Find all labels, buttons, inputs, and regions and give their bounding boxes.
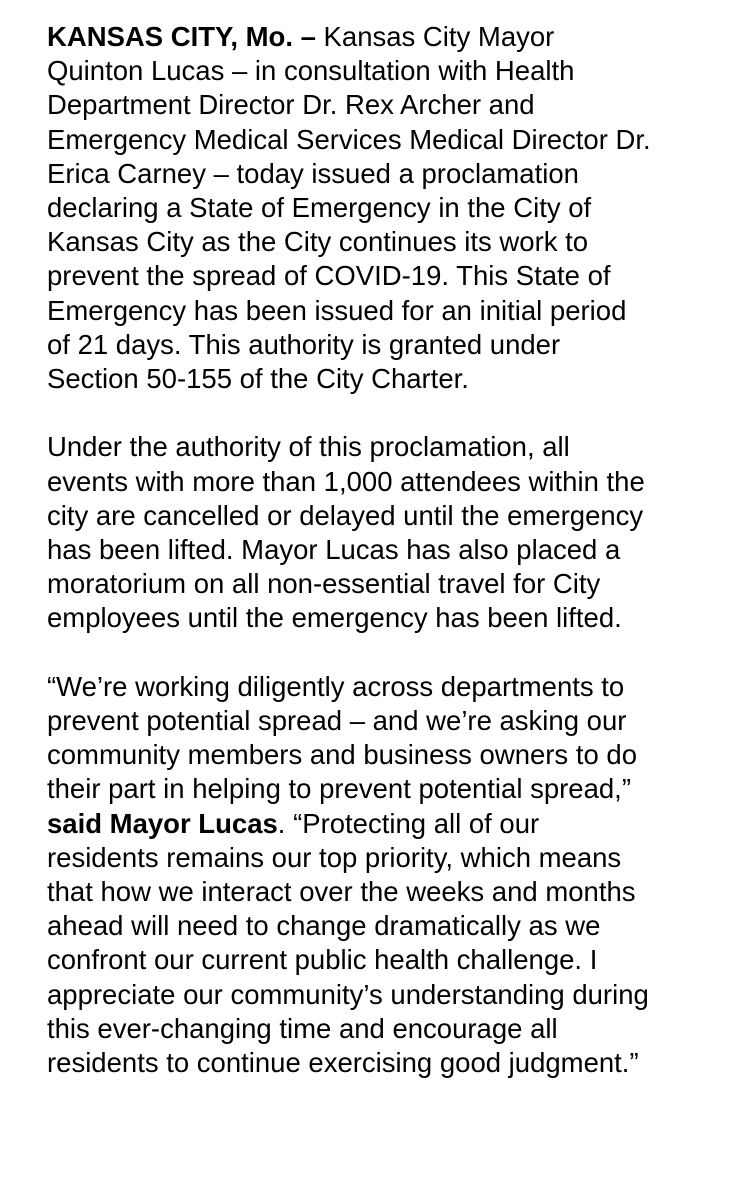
paragraph-restrictions — [47, 430, 747, 635]
text-line: appreciate our community’s understanding during — [47, 978, 649, 1010]
text-line: moratorium on all non-essential travel for City — [47, 568, 601, 600]
text-line: Erica Carney – today issued a proclamation — [47, 157, 579, 189]
text-line: residents remains our top priority, which means — [47, 841, 622, 873]
text-line: their part in helping to prevent potential spread,” — [47, 773, 631, 805]
text-line: declaring a State of Emergency in the City of — [47, 192, 592, 224]
press-release — [47, 20, 747, 1080]
text-line: community members and business owners to do — [47, 739, 637, 771]
speaker-attribution: said Mayor Lucas — [47, 807, 278, 839]
text-line: residents to continue exercising good judgment.” — [47, 1047, 639, 1079]
text-line: prevent potential spread – and we’re asking our — [47, 705, 627, 737]
text-line: Section 50-155 of the City Charter. — [47, 363, 469, 395]
text-line: Quinton Lucas – in consultation with Health — [47, 55, 575, 87]
text-line: prevent the spread of COVID-19. This State of — [47, 260, 611, 292]
text-line: that how we interact over the weeks and months — [47, 876, 636, 908]
text-line: Emergency has been issued for an initial period — [47, 294, 627, 326]
text-line: Emergency Medical Services Medical Director Dr. — [47, 123, 651, 155]
line-text: Kansas City Mayor — [315, 21, 555, 52]
text-line: ahead will need to change dramatically as we — [47, 910, 601, 942]
text-line: this ever-changing time and encourage all — [47, 1012, 558, 1044]
paragraph-mayor-quote — [47, 670, 747, 1080]
text-line: Department Director Dr. Rex Archer and — [47, 89, 535, 121]
text-line: Kansas City as the City continues its work to — [47, 226, 589, 258]
text-line — [47, 807, 747, 841]
paragraph-announcement — [47, 20, 747, 396]
text-line: of 21 days. This authority is granted under — [47, 328, 561, 360]
text-line: employees until the emergency has been lifted. — [47, 602, 622, 634]
dateline: KANSAS CITY, Mo. – — [47, 21, 316, 52]
text-line: events with more than 1,000 attendees within the — [47, 465, 645, 497]
text-line: city are cancelled or delayed until the emergency — [47, 499, 644, 531]
text-line — [47, 20, 747, 54]
text-line: “We’re working diligently across departments to — [47, 670, 625, 702]
line-text: . “Protecting all of our — [277, 807, 540, 839]
text-line: Under the authority of this proclamation, all — [47, 431, 570, 463]
text-line: has been lifted. Mayor Lucas has also placed a — [47, 534, 621, 566]
text-line: confront our current public health challenge. I — [47, 944, 598, 976]
